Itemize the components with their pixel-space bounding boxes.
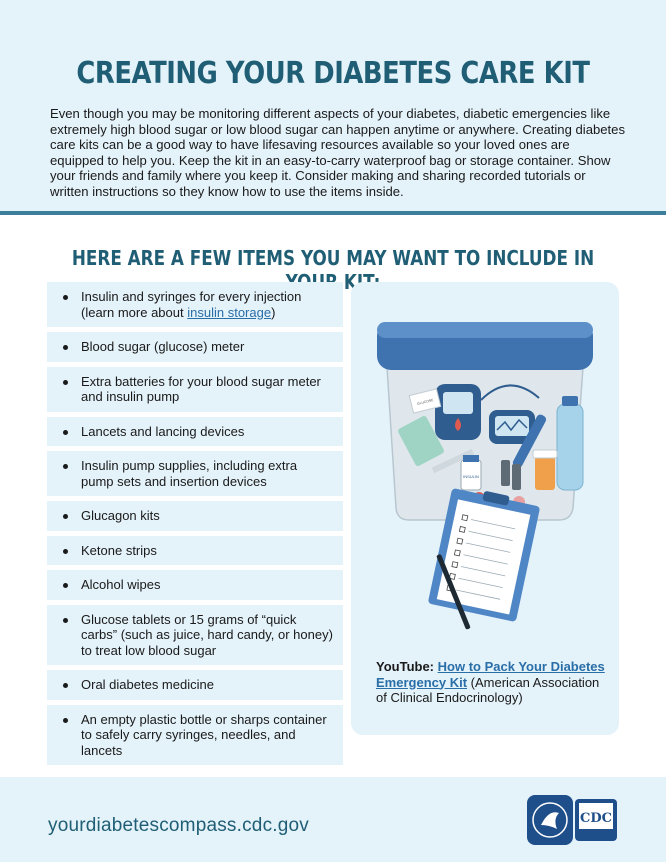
list-item [47, 536, 343, 566]
bullet-icon [63, 683, 68, 688]
battery-icon [501, 460, 510, 486]
pill-bottle-icon [535, 456, 555, 490]
glucose-card-label: GLUCOSE [416, 398, 434, 406]
vial-cap [463, 455, 479, 462]
item-text: Glucose tablets or 15 grams of “quick carbs” (such as juice, hard candy, or honey) to treat low blood sugar [81, 611, 333, 658]
list-item [47, 367, 343, 412]
illustration-panel [351, 282, 619, 735]
intro-paragraph: Even though you may be monitoring different aspects of your diabetes, diabetic emergencies like extremely high blood sugar or low blood sugar can happen anytime or anywhere. Creating diabetes care kits can be a good way to have lifesaving resources available so your loved ones are equipped to help you. Keep the kit in an easy-to-carry waterproof bag or storage container. Show your friends and family where you keep it. Consider making and sharing recorded tutorials or written instructions so they know how to use the items inside. [50, 106, 626, 199]
lid-highlight [377, 322, 593, 338]
video-reference [376, 659, 606, 706]
bottle-cap [562, 396, 578, 406]
list-item [47, 332, 343, 362]
bullet-icon [63, 718, 68, 723]
bullet-icon [63, 295, 68, 300]
bullet-icon [63, 430, 68, 435]
cdc-logo-text: CDC [580, 811, 612, 826]
bullet-icon [63, 514, 68, 519]
list-item [47, 670, 343, 700]
item-text: Insulin pump supplies, including extra pump sets and insertion devices [81, 458, 298, 489]
bullet-icon [63, 549, 68, 554]
meter-screen [443, 392, 473, 414]
item-text: An empty plastic bottle or sharps container to safely carry syringes, needles, and lancets [81, 711, 327, 758]
item-text: Glucagon kits [81, 508, 160, 523]
item-text-end: ) [271, 304, 276, 320]
insulin-storage-link[interactable]: insulin storage [187, 304, 272, 320]
item-text: Alcohol wipes [81, 577, 161, 592]
list-item [47, 705, 343, 766]
header-divider [0, 211, 666, 215]
list-item [47, 605, 343, 666]
video-link[interactable]: How to Pack Your Diabetes Emergency Kit [376, 659, 605, 690]
water-bottle-icon [557, 404, 583, 490]
bullet-icon [63, 464, 68, 469]
list-item [47, 501, 343, 531]
item-text: Extra batteries for your blood sugar meter and insulin pump [81, 373, 321, 404]
bullet-icon [63, 583, 68, 588]
item-text: Insulin and syringes for every injection (learn more about [81, 289, 302, 320]
item-text: Ketone strips [81, 542, 157, 558]
diabetes-kit-illustration [369, 312, 601, 652]
list-item [47, 570, 343, 600]
battery-icon [512, 464, 521, 490]
vial-label: INSULIN [463, 474, 479, 479]
video-label: YouTube: [376, 659, 435, 674]
bullet-icon [63, 618, 68, 623]
video-source: (American Association of Clinical Endocrinology) [376, 674, 600, 705]
bullet-icon [63, 345, 68, 350]
bullet-icon [63, 380, 68, 385]
items-heading: HERE ARE A FEW ITEMS YOU MAY WANT TO INCLUDE IN [71, 246, 595, 270]
item-text: Lancets and lancing devices [81, 423, 245, 439]
item-text: Blood sugar (glucose) meter [81, 339, 245, 354]
list-item [47, 282, 343, 327]
pill-bottle-cap [533, 450, 557, 458]
kit-items-list [47, 282, 343, 770]
item-text: Oral diabetes medicine [81, 677, 214, 692]
page-title: CREATING YOUR DIABETES CARE KIT [76, 56, 590, 91]
list-item [47, 417, 343, 447]
footer-url[interactable]: yourdiabetescompass.cdc.gov [48, 815, 309, 836]
list-item [47, 451, 343, 496]
footer-logos [527, 795, 619, 847]
